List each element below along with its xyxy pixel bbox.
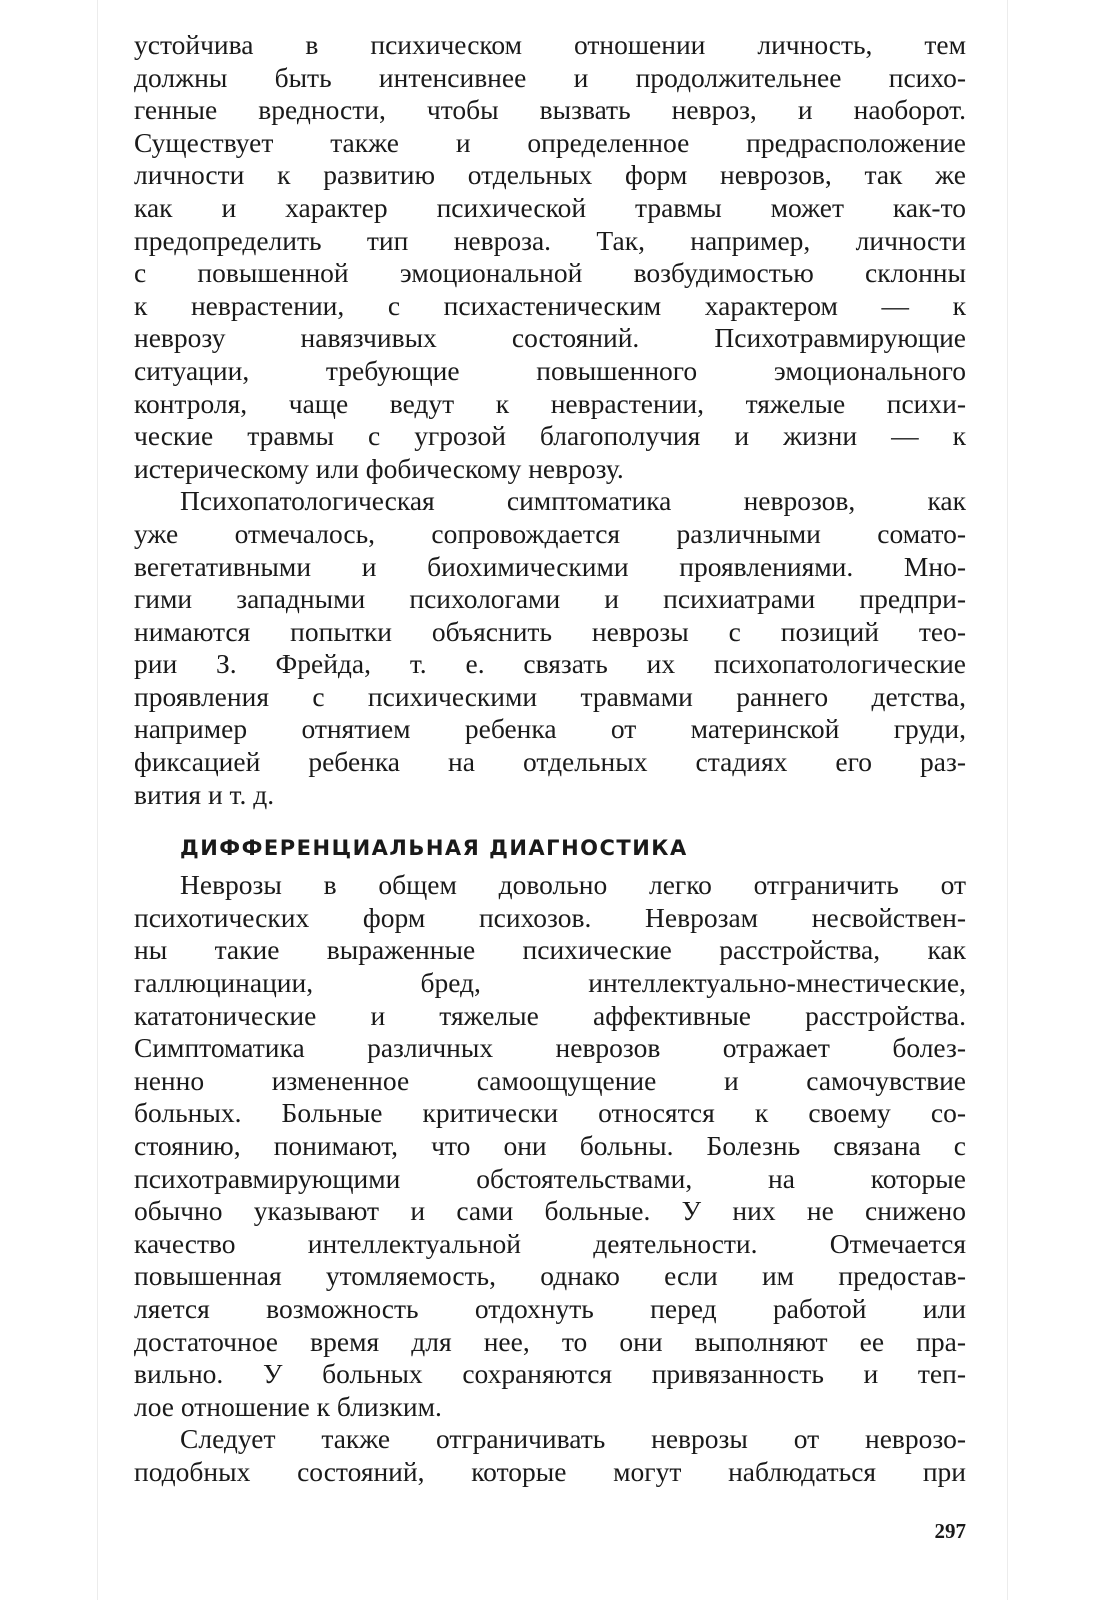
text-line: ны такие выраженные психические расстройства, как <box>134 934 966 966</box>
text-line: подобных состояний, которые могут наблюдаться при <box>134 1455 966 1487</box>
text-line: Симптоматика различных неврозов отражает болез- <box>134 1032 966 1064</box>
paragraph <box>134 869 966 1423</box>
text-line: фиксацией ребенка на отдельных стадиях его раз- <box>134 746 966 778</box>
text-line: психотических форм психозов. Неврозам несвойствен- <box>134 901 966 933</box>
text-line: Существует также и определенное предрасположение <box>134 126 966 158</box>
paragraph <box>134 29 966 485</box>
text-line: психотравмирующими обстоятельствами, на которые <box>134 1162 966 1194</box>
text-line: истерическому или фобическому неврозу. <box>134 452 624 484</box>
text-line: достаточное время для нее, то они выполняют ее пра- <box>134 1325 966 1357</box>
text-line: генные вредности, чтобы вызвать невроз, и наоборот. <box>134 94 966 126</box>
body-paragraphs <box>134 29 966 811</box>
page-number: 297 <box>934 1519 966 1543</box>
text-line: рии З. Фрейда, т. е. связать их психопатологические <box>134 648 966 680</box>
text-line: предопределить тип невроза. Так, например, личности <box>134 224 966 256</box>
text-line: больных. Больные критически относятся к своему со- <box>134 1097 966 1129</box>
text-line: кататонические и тяжелые аффективные расстройства. <box>134 999 966 1031</box>
text-line: устойчива в психическом отношении личность, тем <box>134 29 966 60</box>
text-line: вития и т. д. <box>134 778 275 810</box>
text-line: Психопатологическая симптоматика неврозов, как <box>180 485 966 517</box>
text-line: Следует также отграничивать неврозы от неврозо- <box>180 1423 966 1455</box>
page-edge-right <box>1007 0 1008 1600</box>
text-line: Неврозы в общем довольно легко отграничить от <box>180 869 966 901</box>
paragraph <box>134 485 966 811</box>
text-line: к неврастении, с психастеническим характером — к <box>134 289 966 321</box>
section-paragraphs <box>134 869 966 1488</box>
text-line: уже отмечалось, сопровождается различными сомато- <box>134 517 966 549</box>
text-line: ческие травмы с угрозой благополучия и жизни — к <box>134 420 966 452</box>
text-line: обычно указывают и сами больные. У них не снижено <box>134 1195 966 1227</box>
text-line: лое отношение к близким. <box>134 1390 442 1422</box>
text-line: стоянию, понимают, что они больны. Болезнь связана с <box>134 1130 966 1161</box>
text-line: повышенная утомляемость, однако если им предостав- <box>134 1260 966 1292</box>
paragraph <box>134 1423 966 1488</box>
text-line: с повышенной эмоциональной возбудимостью склонны <box>134 257 966 289</box>
text-line: качество интеллектуальной деятельности. Отмечается <box>134 1227 966 1259</box>
text-line: должны быть интенсивнее и продолжительнее психо- <box>134 61 966 93</box>
text-line: гими западными психологами и психиатрами предпри- <box>134 583 966 615</box>
page-text <box>134 29 966 1489</box>
text-line: личности к развитию отдельных форм неврозов, так же <box>134 159 966 191</box>
text-line: неврозу навязчивых состояний. Психотравмирующие <box>134 322 966 354</box>
text-line: галлюцинации, бред, интеллектуально-мнестические, <box>134 967 966 999</box>
text-line: например отнятием ребенка от материнской груди, <box>134 713 966 745</box>
section-heading: ДИФФЕРЕНЦИАЛЬНАЯ ДИАГНОСТИКА <box>180 836 688 861</box>
text-line: нимаются попытки объяснить неврозы с позиций тео- <box>134 615 966 647</box>
text-line: вегетативными и биохимическими проявлениями. Мно- <box>134 550 966 582</box>
text-line: ситуации, требующие повышенного эмоционального <box>134 354 966 386</box>
text-line: ляется возможность отдохнуть перед работой или <box>134 1292 966 1324</box>
text-line: контроля, чаще ведут к неврастении, тяжелые психи- <box>134 387 966 419</box>
text-line: вильно. У больных сохраняются привязанность и теп- <box>134 1358 966 1390</box>
page-edge-left <box>97 0 98 1600</box>
text-line: как и характер психической травмы может как-то <box>134 191 966 223</box>
text-line: проявления с психическими травмами раннего детства, <box>134 680 966 712</box>
text-line: ненно измененное самоощущение и самочувствие <box>134 1064 966 1096</box>
